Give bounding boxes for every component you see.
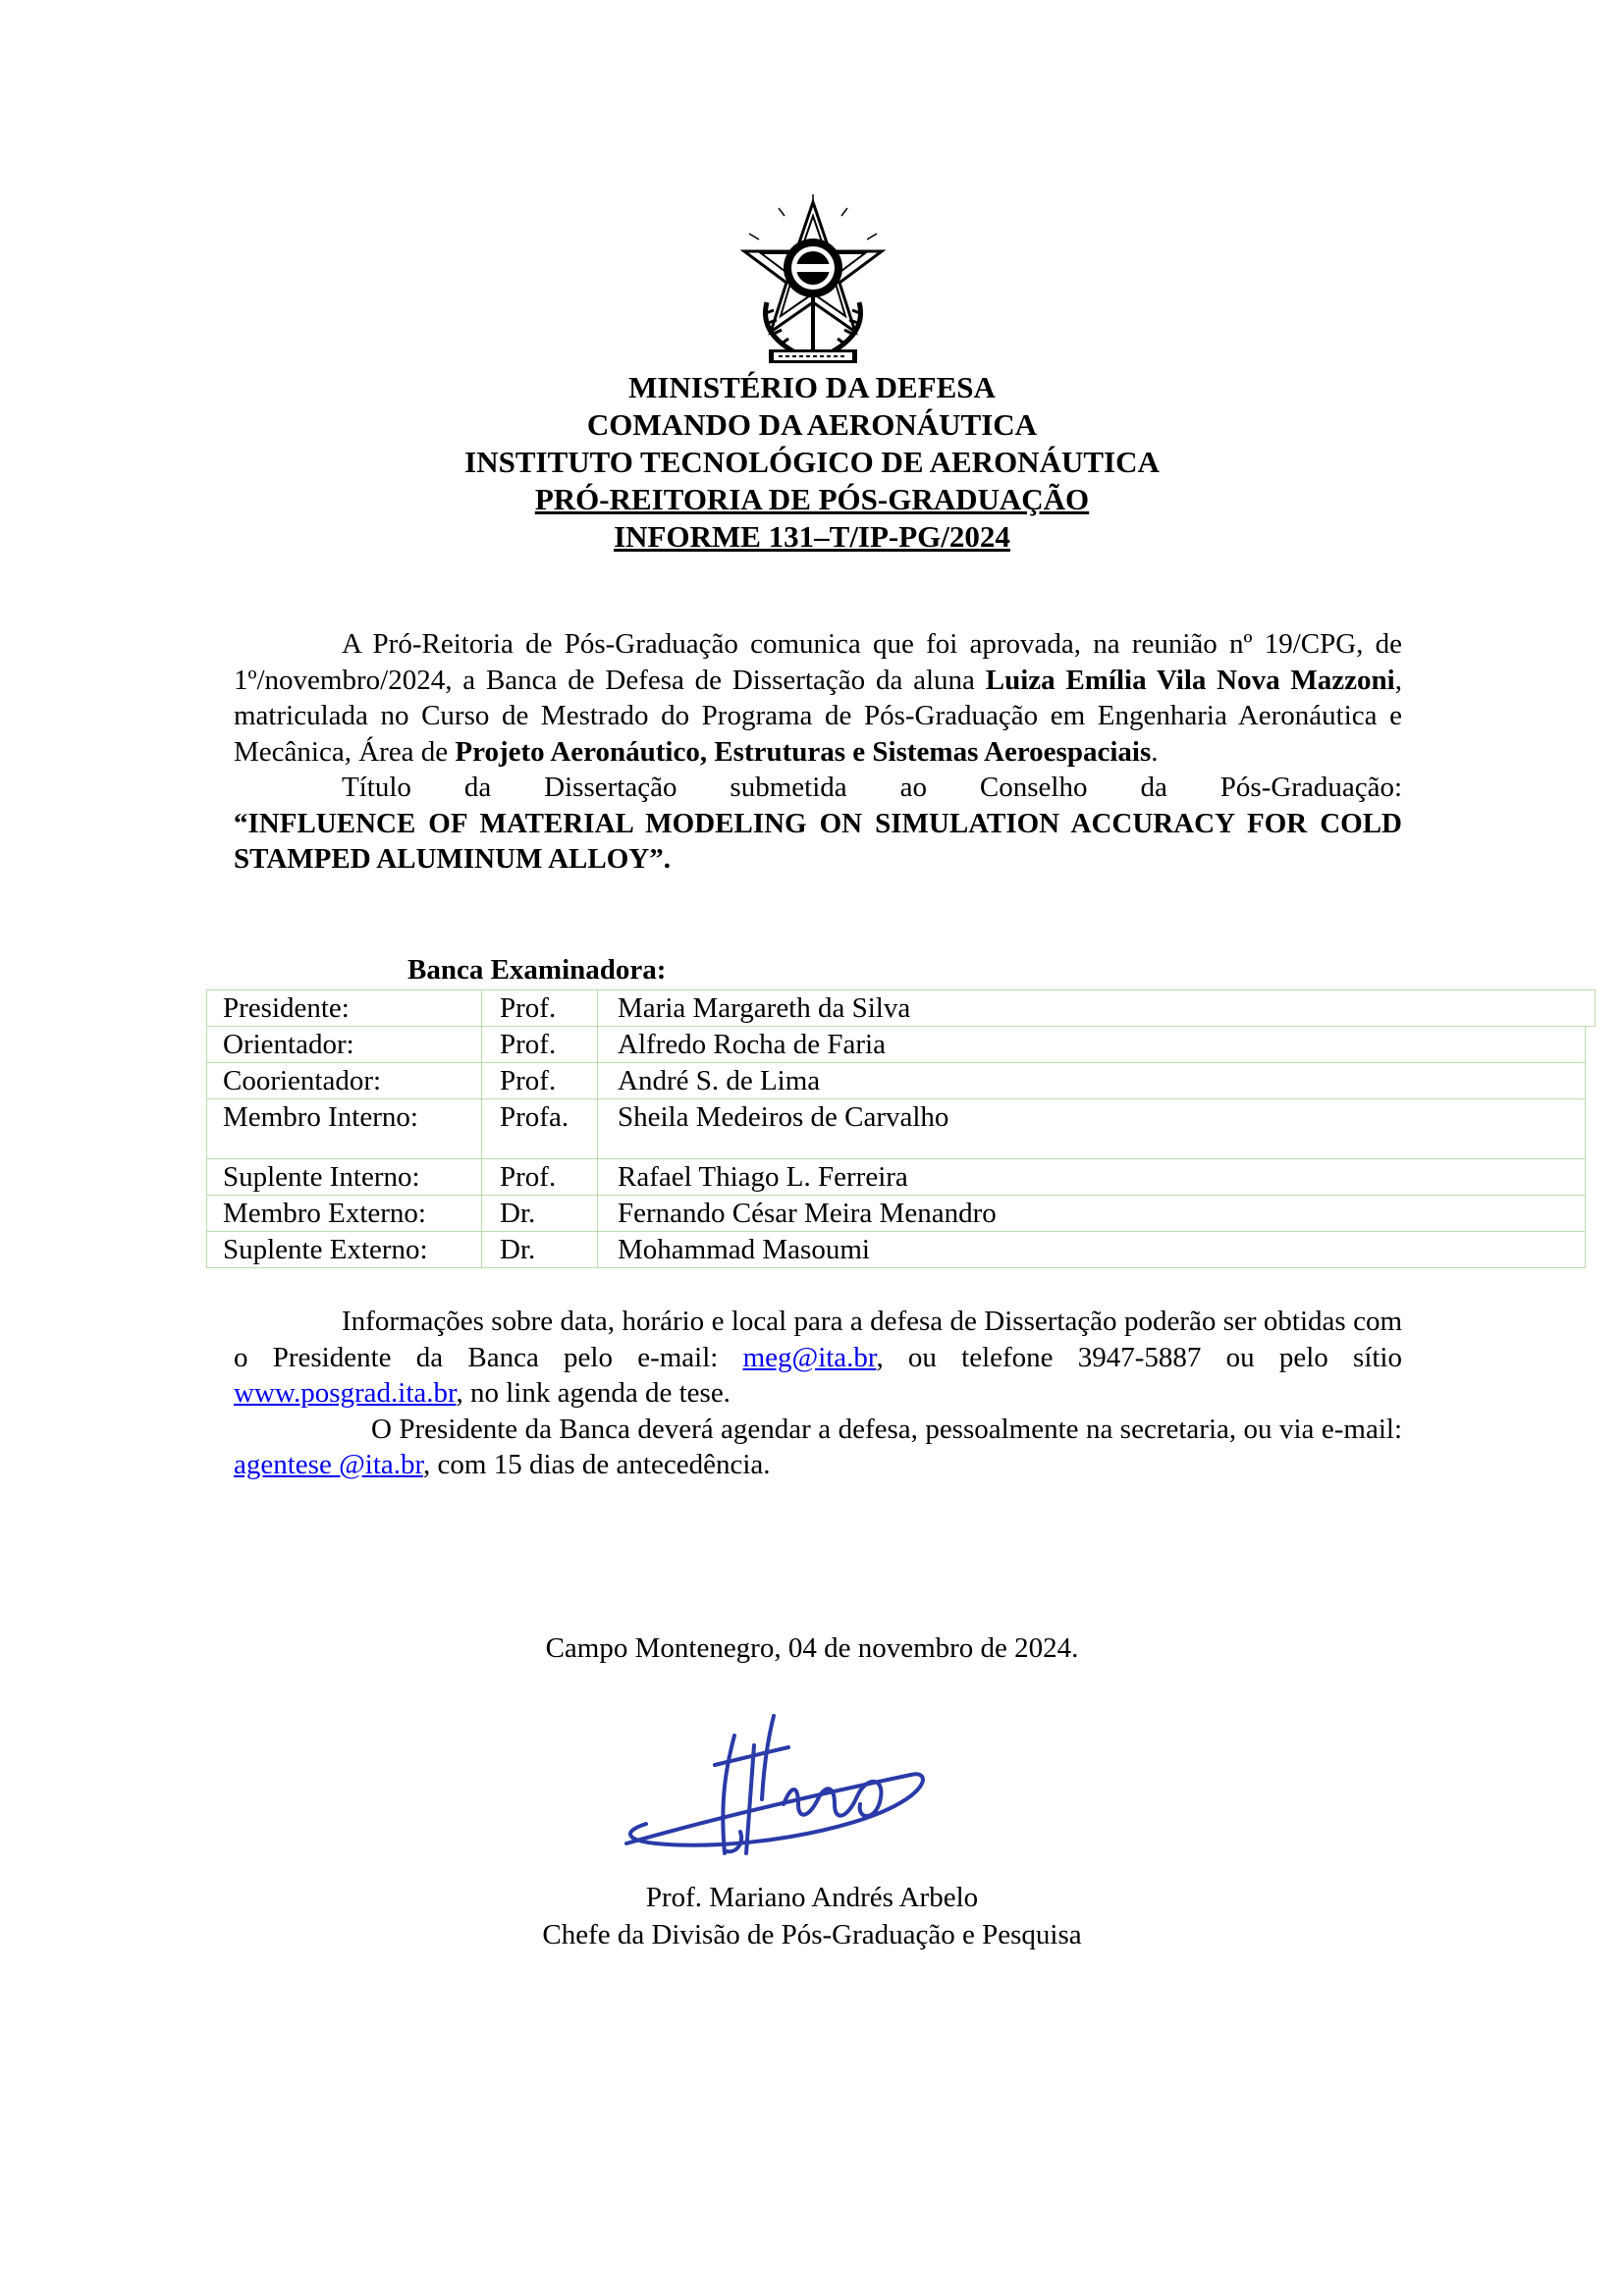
table-row bbox=[206, 1159, 1586, 1196]
info-paragraph bbox=[234, 1304, 1402, 1483]
info-text-5: , com 15 dias de antecedência. bbox=[423, 1449, 771, 1480]
table-row bbox=[206, 1196, 1586, 1232]
intro-text-2: , a Banca de Defesa de Dissertação da aluna bbox=[445, 664, 986, 696]
header-institute: INSTITUTO TECNOLÓGICO DE AERONÁUTICA bbox=[464, 445, 1160, 479]
info-text-4: O Presidente da Banca deverá agendar a defesa, pessoalmente na secretaria, ou via e-mail: bbox=[371, 1413, 1402, 1445]
banca-name: André S. de Lima bbox=[597, 1063, 1585, 1098]
banca-role: Suplente Interno: bbox=[223, 1161, 420, 1193]
agentese-email-link[interactable]: agentese @ita.br bbox=[234, 1449, 424, 1480]
header-informe-number: INFORME 131–T/IP-PG/2024 bbox=[614, 519, 1010, 554]
president-email-link[interactable]: meg@ita.br bbox=[742, 1341, 877, 1373]
header-command: COMANDO DA AERONÁUTICA bbox=[586, 407, 1038, 442]
header-ministry: MINISTÉRIO DA DEFESA bbox=[628, 370, 996, 404]
posgrad-site-link[interactable]: www.posgrad.ita.br bbox=[234, 1377, 457, 1409]
banca-heading: Banca Examinadora: bbox=[407, 954, 667, 986]
header-department: PRÓ-REITORIA DE PÓS-GRADUAÇÃO bbox=[534, 482, 1090, 516]
date-location: Campo Montenegro, 04 de novembro de 2024. bbox=[545, 1632, 1079, 1664]
banca-title: Profa. bbox=[481, 1099, 597, 1158]
banca-name: Mohammad Masoumi bbox=[597, 1232, 1585, 1267]
table-row bbox=[206, 989, 1596, 1027]
signer-name: Prof. Mariano Andrés Arbelo bbox=[645, 1882, 979, 1913]
table-row bbox=[206, 1027, 1586, 1063]
banca-name: Sheila Medeiros de Carvalho bbox=[597, 1099, 1585, 1158]
student-name: Luiza Emília Vila Nova Mazzoni bbox=[985, 664, 1395, 696]
table-row bbox=[206, 1063, 1586, 1099]
banca-title: Prof. bbox=[481, 1063, 597, 1098]
banca-name: Alfredo Rocha de Faria bbox=[597, 1027, 1585, 1062]
banca-role: Orientador: bbox=[223, 1029, 354, 1060]
table-row bbox=[206, 1232, 1586, 1268]
info-text-2: , ou telefone 3947-5887 ou pelo sítio bbox=[876, 1341, 1402, 1373]
info-text-3: , no link agenda de tese. bbox=[456, 1377, 731, 1409]
banca-title: Dr. bbox=[481, 1196, 597, 1231]
table-row bbox=[206, 1099, 1586, 1159]
banca-table bbox=[206, 989, 1584, 1268]
intro-text-1: A Pró-Reitoria de Pós-Graduação comunica que foi aprovada, na reunião nº 19/CPG, de 1º/novembro/2024 bbox=[234, 628, 1402, 696]
thesis-title: “INFLUENCE OF MATERIAL MODELING ON SIMULATION ACCURACY FOR COLD STAMPED ALUMINUM ALLOY”. bbox=[234, 807, 1402, 875]
banca-title: Prof. bbox=[481, 1159, 597, 1195]
thesis-title-prefix: Título da Dissertação submetida ao Conselho da Pós-Graduação: bbox=[342, 772, 1402, 803]
signer-role: Chefe da Divisão de Pós-Graduação e Pesquisa bbox=[542, 1919, 1082, 1950]
banca-role: Membro Interno: bbox=[223, 1101, 418, 1133]
banca-title: Dr. bbox=[481, 1232, 597, 1267]
banca-role: Presidente: bbox=[223, 992, 350, 1024]
banca-role: Membro Externo: bbox=[223, 1198, 426, 1229]
intro-text-3: , matriculada no Curso de Mestrado do Programa de Pós-Graduação em Engenharia Aeronáutica e Mecânica, Área de bbox=[234, 664, 1402, 768]
intro-text-4: . bbox=[1151, 735, 1159, 768]
signer-block bbox=[0, 1879, 1624, 1953]
banca-name: Maria Margareth da Silva bbox=[597, 990, 1595, 1026]
banca-title: Prof. bbox=[481, 990, 597, 1026]
research-area: Projeto Aeronáutico, Estruturas e Sistemas Aeroespaciais bbox=[455, 735, 1152, 768]
intro-paragraph bbox=[234, 626, 1402, 878]
banca-title: Prof. bbox=[481, 1027, 597, 1062]
coat-of-arms-brazil-icon bbox=[739, 194, 887, 371]
signature-image bbox=[617, 1706, 941, 1878]
info-text-1: Informações sobre data, horário e local para a defesa de Dissertação poderão ser obtidas com o Presidente da Banca pelo e-mail: bbox=[234, 1306, 1402, 1373]
banca-name: Fernando César Meira Menandro bbox=[597, 1196, 1585, 1231]
banca-role: Suplente Externo: bbox=[223, 1234, 428, 1265]
banca-name: Rafael Thiago L. Ferreira bbox=[597, 1159, 1585, 1195]
document-header bbox=[0, 369, 1624, 556]
banca-role: Coorientador: bbox=[223, 1065, 382, 1096]
